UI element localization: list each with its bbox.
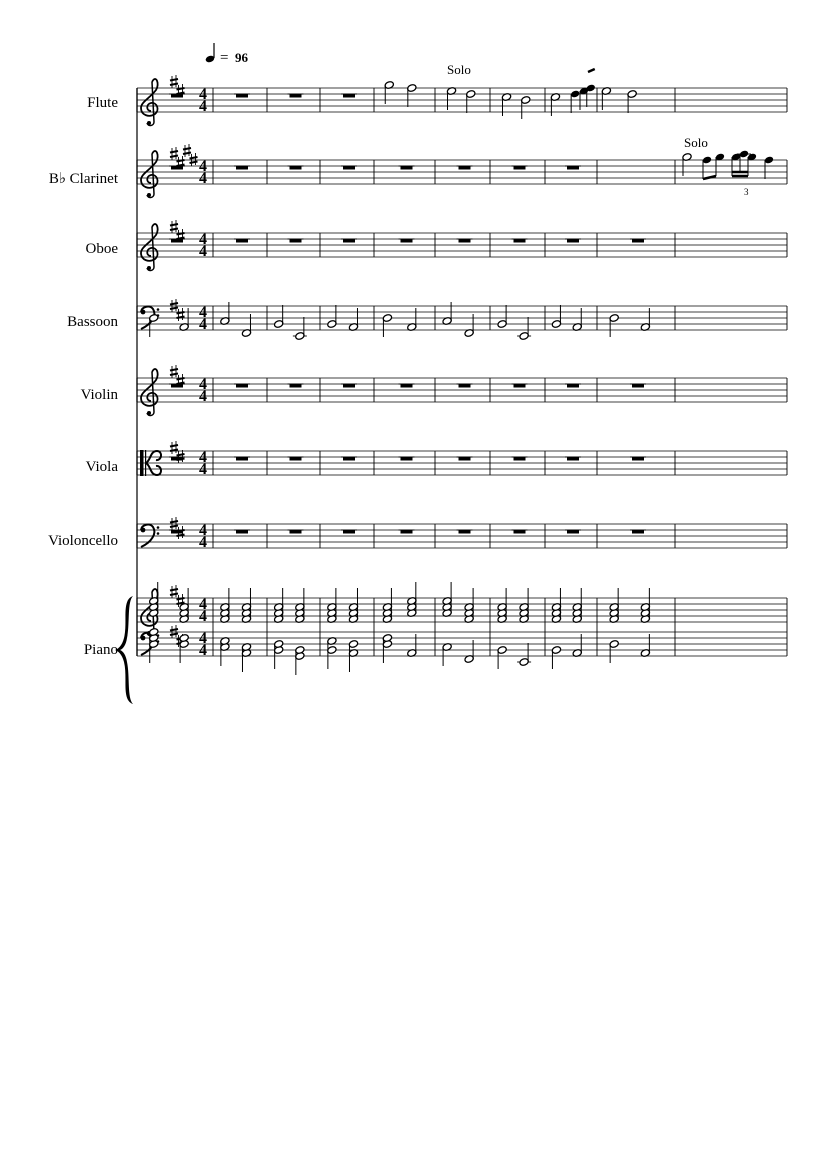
whole-rest: [567, 457, 579, 461]
treble-clef-icon-dot: [147, 121, 151, 125]
whole-rest: [236, 384, 248, 388]
time-signature-top: 4: [199, 449, 207, 466]
instrument-label-oboe: Oboe: [85, 241, 118, 257]
tempo-marking: [205, 43, 249, 66]
time-signatures: [199, 86, 207, 659]
time-signature-top: 4: [199, 376, 207, 393]
sharp-icon: [170, 365, 178, 378]
key-signatures: [170, 75, 198, 647]
bass-clef-icon-dot: [141, 528, 146, 533]
whole-rest: [343, 94, 355, 98]
whole-rest: [343, 166, 355, 170]
whole-rest: [171, 94, 183, 98]
time-signature-bottom: 4: [199, 170, 207, 187]
whole-rest: [567, 530, 579, 534]
whole-rest: [343, 239, 355, 243]
flute-solo-mark: Solo: [447, 62, 471, 77]
sharp-icon: [170, 441, 178, 454]
time-signature-top: 4: [199, 158, 207, 175]
whole-rest: [459, 457, 471, 461]
whole-rest: [171, 457, 183, 461]
whole-rest: [632, 530, 644, 534]
whole-rest: [401, 457, 413, 461]
sharp-icon: [190, 153, 198, 166]
treble-clef-icon-dot: [147, 411, 151, 415]
whole-rest: [236, 457, 248, 461]
whole-rest: [236, 530, 248, 534]
tempo-equals: =: [220, 50, 229, 66]
whole-rest: [290, 384, 302, 388]
treble-clef-icon-dot: [147, 266, 151, 270]
treble-clef-icon: [141, 79, 158, 116]
whole-rest: [459, 239, 471, 243]
time-signature-bottom: 4: [199, 316, 207, 333]
treble-clef-icon-dot: [147, 193, 151, 197]
whole-rest: [567, 239, 579, 243]
whole-rest: [401, 384, 413, 388]
sharp-icon: [170, 299, 178, 312]
time-signature-bottom: 4: [199, 461, 207, 478]
bass-clef-icon-dot-upper: [157, 308, 160, 311]
sharp-icon: [170, 220, 178, 233]
instrument-label-violoncello: Violoncello: [48, 533, 118, 549]
sharp-icon: [170, 585, 178, 598]
beam: [588, 69, 595, 72]
time-signature-top: 4: [199, 86, 207, 103]
instrument-label-flute: Flute: [87, 95, 118, 111]
instrument-label-piano: Piano: [83, 642, 118, 658]
bass-clef-icon-dot-upper: [157, 526, 160, 529]
whole-rest: [632, 239, 644, 243]
whole-rest: [290, 166, 302, 170]
whole-rest: [514, 457, 526, 461]
time-signature-top: 4: [199, 304, 207, 321]
time-signature-bottom: 4: [199, 388, 207, 405]
sharp-icon: [177, 308, 185, 321]
tempo-bpm: 96: [235, 50, 248, 65]
alto-clef-icon: [140, 450, 144, 476]
barlines: [137, 88, 787, 656]
whole-rest: [236, 166, 248, 170]
whole-rest: [514, 530, 526, 534]
time-signature-bottom: 4: [199, 608, 207, 625]
whole-rest: [632, 384, 644, 388]
instrument-label-violin: Violin: [80, 387, 118, 403]
time-signature-bottom: 4: [199, 243, 207, 260]
treble-clef-icon: [141, 151, 158, 188]
whole-rest: [236, 239, 248, 243]
whole-rest: [290, 94, 302, 98]
whole-rest: [290, 239, 302, 243]
instrument-label-viola: Viola: [85, 459, 118, 475]
time-signature-top: 4: [199, 522, 207, 539]
whole-rest: [514, 166, 526, 170]
whole-rest: [567, 384, 579, 388]
whole-rest: [171, 530, 183, 534]
beam: [703, 176, 716, 179]
whole-rest: [459, 166, 471, 170]
whole-rest: [343, 530, 355, 534]
whole-rest: [401, 239, 413, 243]
quarter-note-icon: [205, 43, 215, 63]
whole-rest: [632, 457, 644, 461]
whole-rest: [567, 166, 579, 170]
whole-rest: [290, 530, 302, 534]
bass-clef-icon-dot: [141, 310, 146, 315]
whole-rest: [343, 457, 355, 461]
whole-rest: [401, 530, 413, 534]
tuplet-number: 3: [744, 187, 749, 197]
sharp-icon: [170, 517, 178, 530]
sharp-icon: [170, 625, 178, 638]
whole-rest: [171, 239, 183, 243]
time-signature-top: 4: [199, 596, 207, 613]
time-signature-top: 4: [199, 231, 207, 248]
time-signature-bottom: 4: [199, 534, 207, 551]
time-signature-bottom: 4: [199, 642, 207, 659]
staff-lines: [137, 88, 787, 656]
sharp-icon: [170, 147, 178, 160]
whole-rest: [290, 457, 302, 461]
bass-clef-icon-dot-lower: [157, 532, 160, 535]
bass-clef-icon-dot: [141, 636, 146, 641]
whole-rest: [459, 384, 471, 388]
whole-rest: [401, 166, 413, 170]
whole-rest: [171, 166, 183, 170]
whole-rest: [171, 384, 183, 388]
time-signature-top: 4: [199, 630, 207, 647]
instrument-label-bassoon: Bassoon: [67, 314, 118, 330]
whole-rest: [459, 530, 471, 534]
whole-rest: [236, 94, 248, 98]
instrument-label-clarinet: B♭ Clarinet: [48, 171, 118, 187]
whole-rest: [514, 384, 526, 388]
clefs: [140, 79, 161, 655]
treble-clef-icon: [141, 369, 158, 406]
whole-rest: [514, 239, 526, 243]
sharp-icon: [183, 144, 191, 157]
clarinet-solo-mark: Solo: [684, 135, 708, 150]
time-signature-bottom: 4: [199, 98, 207, 115]
treble-clef-icon: [141, 224, 158, 261]
sharp-icon: [170, 75, 178, 88]
whole-rest: [343, 384, 355, 388]
